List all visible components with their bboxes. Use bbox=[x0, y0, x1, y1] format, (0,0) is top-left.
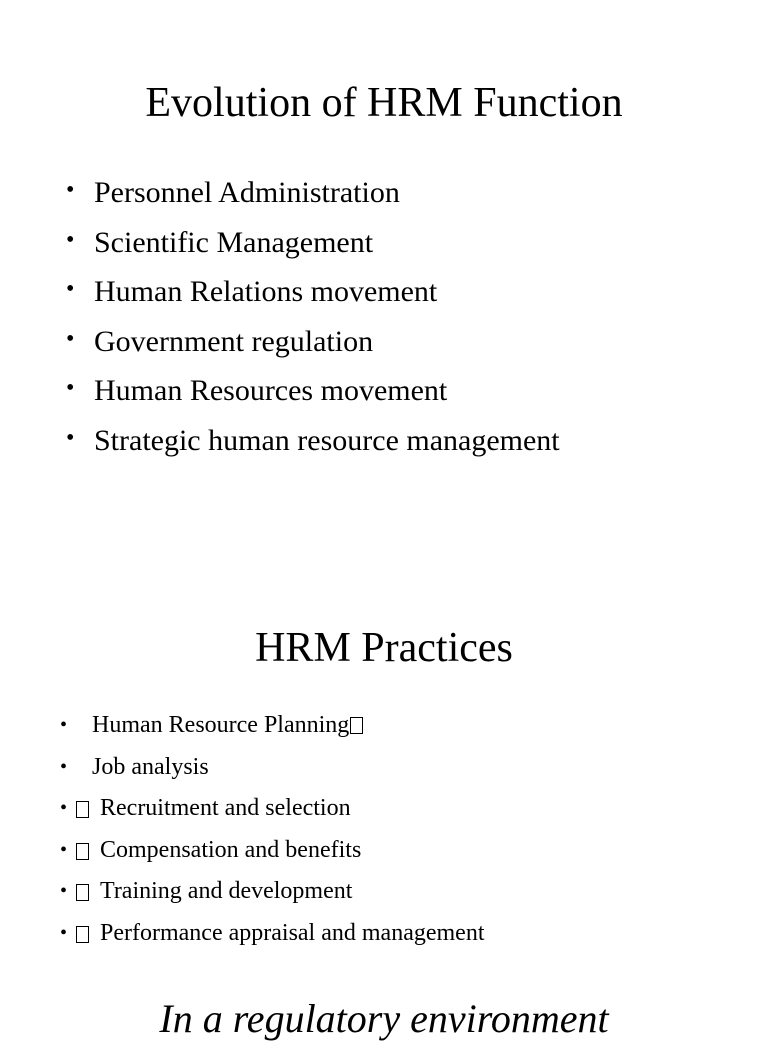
list-item-text: Human Relations movement bbox=[94, 275, 438, 308]
bullet-icon: • bbox=[60, 880, 68, 903]
bullet-icon: • bbox=[60, 797, 68, 820]
missing-glyph-icon bbox=[76, 884, 89, 901]
bullet-icon: • bbox=[60, 838, 68, 861]
list-item-text: Strategic human resource management bbox=[94, 423, 560, 457]
list-item-text: Job analysis bbox=[92, 753, 209, 780]
list-item bbox=[0, 366, 560, 416]
slide-practices bbox=[0, 560, 768, 980]
list-item bbox=[0, 267, 560, 317]
list-item bbox=[0, 168, 560, 218]
missing-glyph-icon bbox=[76, 843, 89, 860]
list-item-text: Performance appraisal and management bbox=[100, 919, 485, 946]
missing-glyph-icon bbox=[350, 717, 363, 734]
bullet-icon: • bbox=[66, 226, 75, 253]
bullet-icon: • bbox=[66, 424, 75, 451]
list-item-text: Compensation and benefits bbox=[100, 836, 362, 863]
slide-evolution bbox=[0, 0, 768, 520]
missing-glyph-icon bbox=[76, 926, 89, 943]
bullet-icon: • bbox=[60, 714, 68, 736]
evolution-list bbox=[0, 168, 560, 465]
list-item-text: Recruitment and selection bbox=[100, 795, 351, 822]
slide-regulatory bbox=[0, 985, 768, 1045]
list-item bbox=[0, 218, 560, 268]
slide-title: Evolution of HRM Function bbox=[145, 80, 623, 126]
list-item-text: Human Resources movement bbox=[94, 374, 448, 407]
slide-title: HRM Practices bbox=[255, 625, 513, 671]
bullet-icon: • bbox=[60, 921, 68, 944]
missing-glyph-icon bbox=[76, 801, 89, 818]
list-item-text: Government regulation bbox=[94, 324, 374, 358]
list-item bbox=[0, 416, 560, 466]
list-item-text: Human Resource Planning bbox=[92, 712, 350, 738]
bullet-icon: • bbox=[66, 375, 75, 401]
bullet-icon: • bbox=[66, 177, 75, 203]
list-item-text: Training and development bbox=[100, 878, 353, 905]
list-item-text: Personnel Administration bbox=[94, 176, 400, 209]
slide-title: In a regulatory environment bbox=[159, 996, 609, 1041]
bullet-icon: • bbox=[66, 325, 75, 352]
list-item bbox=[0, 317, 560, 367]
bullet-icon: • bbox=[60, 755, 68, 778]
bullet-icon: • bbox=[66, 276, 75, 302]
list-item-text: Scientific Management bbox=[94, 225, 374, 259]
